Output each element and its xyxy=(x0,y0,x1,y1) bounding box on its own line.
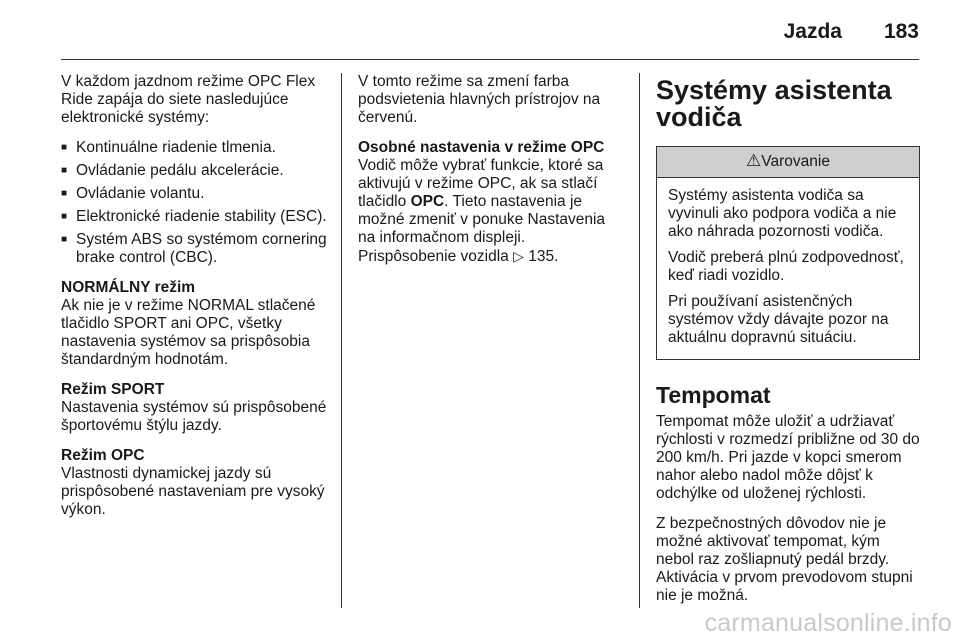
column-divider-2 xyxy=(639,73,640,608)
list-item: ■ Elektronické riadenie stability (ESC). xyxy=(61,208,329,226)
normal-mode-block xyxy=(61,279,329,369)
list-item: ■ Ovládanie volantu. xyxy=(61,185,329,203)
intro-paragraph: V každom jazdnom režime OPC Flex Ride zapája do siete nasledujúce elektronické systémy: xyxy=(61,73,316,126)
header-divider xyxy=(61,59,919,60)
list-item: ■ Ovládanie pedálu akcelerácie. xyxy=(61,162,329,180)
column-2 xyxy=(358,73,620,278)
tempomat-heading: Tempomat xyxy=(656,382,771,408)
page-number: 183 xyxy=(883,20,919,43)
page-ref-arrow-icon: ▷ xyxy=(513,248,524,264)
opc-mode-text: Vlastnosti dynamickej jazdy sú prispôsobené nastaveniam pre vysoký výkon. xyxy=(61,465,325,518)
page-reference-number: 135. xyxy=(528,248,559,265)
normal-mode-text: Ak nie je v režime NORMAL stlačené tlačidlo SPORT ani OPC, všetky nastavenia systémov sa prispôsobia štandardným hodnotám. xyxy=(61,297,316,368)
watermark: carmanualsonline.info xyxy=(704,609,952,637)
warning-paragraph: Vodič preberá plnú zodpovednosť, keď riadi vozidlo. xyxy=(668,249,904,284)
section-title: Systémy asistenta vodiča xyxy=(656,75,892,132)
personal-settings-block xyxy=(358,139,620,266)
warning-label: Varovanie xyxy=(761,153,830,170)
opc-mode-block xyxy=(61,447,329,519)
chapter-title: Jazda xyxy=(783,20,842,43)
column-1 xyxy=(61,73,329,531)
sport-mode-heading: Režim SPORT xyxy=(61,381,165,398)
personal-settings-heading: Osobné nastavenia v režime OPC xyxy=(358,139,605,156)
warning-header xyxy=(657,147,919,178)
sport-mode-block xyxy=(61,381,329,435)
color-change-paragraph: V tomto režime sa zmení farba podsvietenia hlavných prístrojov na červenú. xyxy=(358,73,601,126)
warning-body xyxy=(657,178,919,359)
opc-button-label: OPC xyxy=(410,193,445,210)
column-divider-1 xyxy=(341,73,342,608)
normal-mode-heading: NORMÁLNY režim xyxy=(61,279,196,296)
opc-mode-heading: Režim OPC xyxy=(61,447,145,464)
column-3 xyxy=(656,73,920,617)
list-item: ■ Systém ABS so systémom cornering brake control (CBC). xyxy=(61,231,329,267)
page-reference-text: Prispôsobenie vozidla xyxy=(358,248,509,265)
systems-list xyxy=(61,139,329,267)
personal-settings-text-b: . Tieto nastavenia je možné zmeniť v ponuke Nastavenia na informačnom displeji. xyxy=(358,193,606,246)
sport-mode-text: Nastavenia systémov sú prispôsobené športovému štýlu jazdy. xyxy=(61,399,327,434)
tempomat-paragraph: Z bezpečnostných dôvodov nie je možné aktivovať tempomat, kým nebol raz zošliapnutý pedál brzdy. Aktivácia v prvom prevodovom stupni nie je možná. xyxy=(656,515,913,604)
personal-settings-text-a: Vodič môže vybrať funkcie, ktoré sa aktivujú v režime OPC, ak sa stlačí tlačidlo xyxy=(358,157,604,210)
warning-triangle-icon: ⚠ xyxy=(746,151,762,170)
page-header xyxy=(0,0,960,62)
tempomat-paragraph: Tempomat môže uložiť a udržiavať rýchlosti v rozmedzí približne od 30 do 200 km/h. Pri jazde v kopci smerom nahor alebo nadol môže dôjsť k odchýlke od uloženej rýchlosti. xyxy=(656,413,920,502)
warning-paragraph: Pri používaní asistenčných systémov vždy dávajte pozor na aktuálnu dopravnú situáciu. xyxy=(668,293,889,346)
warning-box xyxy=(656,146,920,360)
warning-paragraph: Systémy asistenta vodiča sa vyvinuli ako podpora vodiča a nie ako náhrada pozornosti vodiča. xyxy=(668,187,897,240)
list-item: ■ Kontinuálne riadenie tlmenia. xyxy=(61,139,329,157)
